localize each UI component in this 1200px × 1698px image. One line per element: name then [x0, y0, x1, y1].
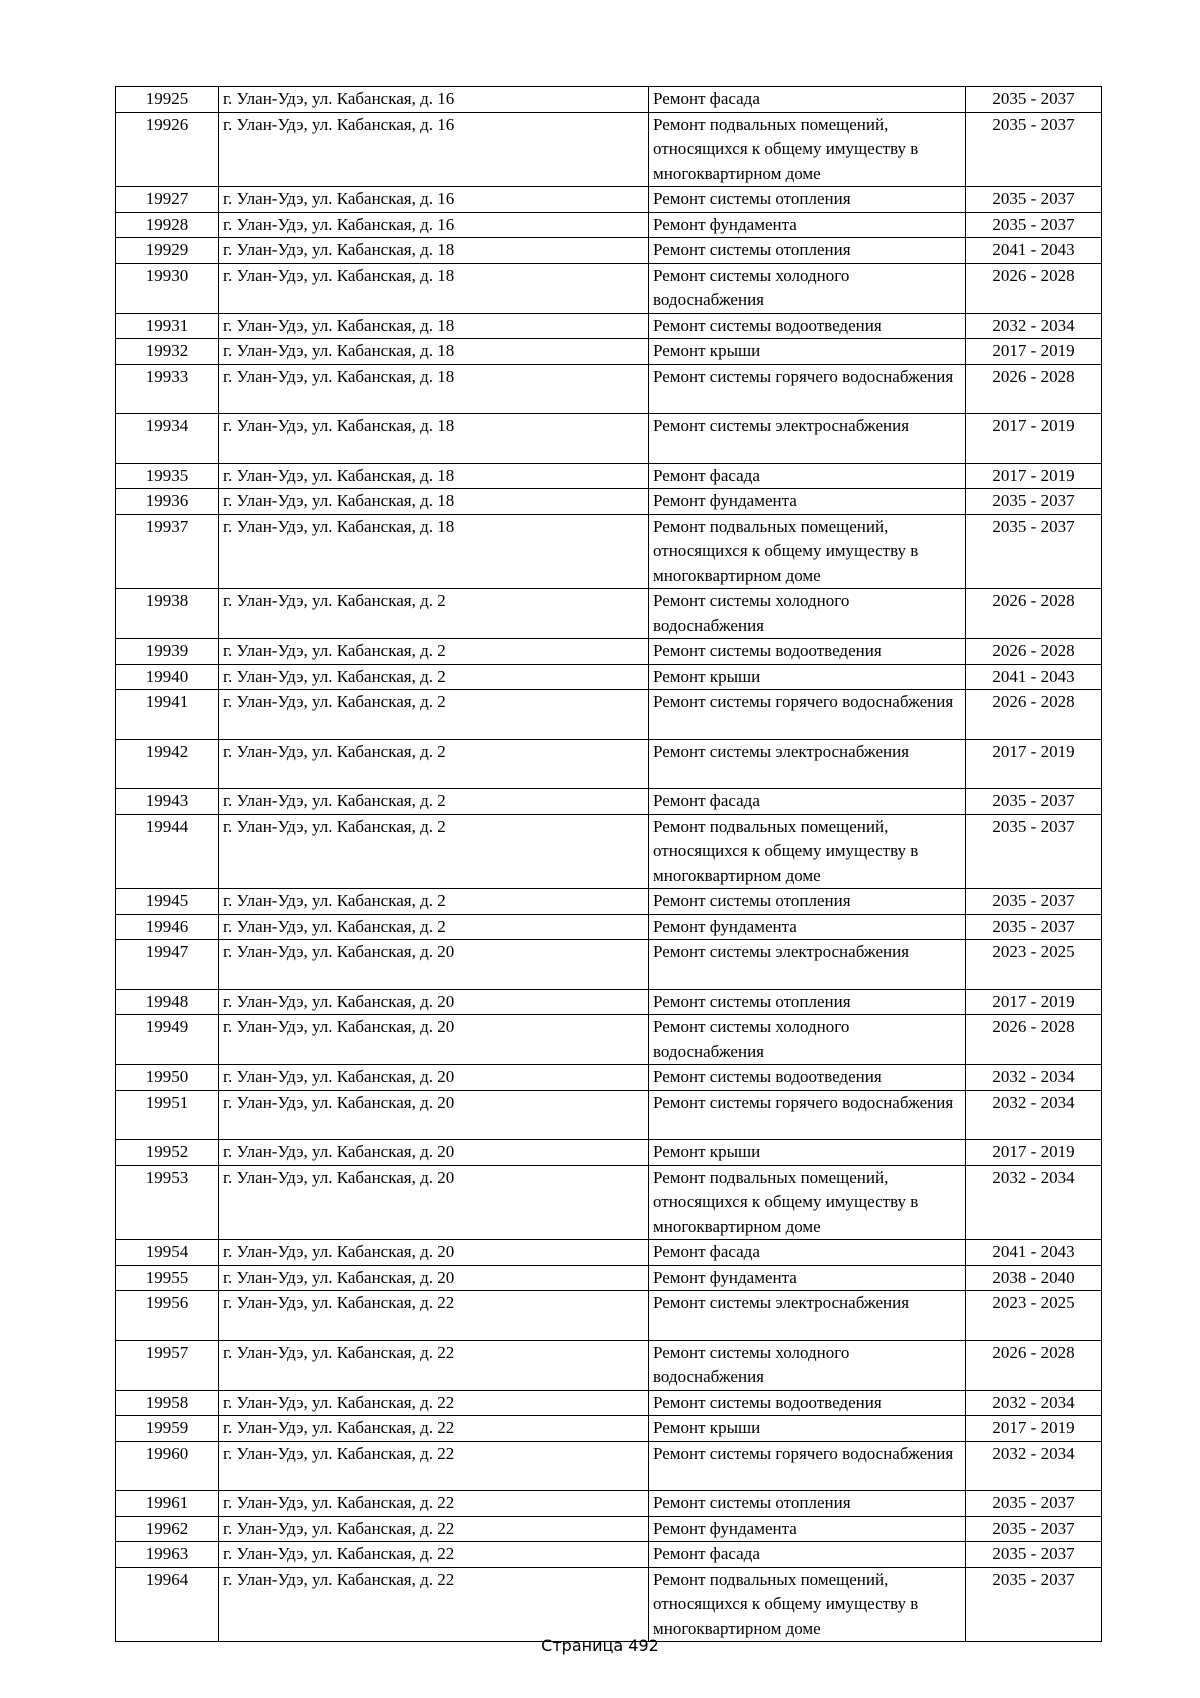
table-body — [116, 87, 1102, 1642]
row-work-type: Ремонт системы горячего водоснабжения — [649, 1441, 966, 1491]
row-work-type: Ремонт крыши — [649, 664, 966, 690]
row-address: г. Улан-Удэ, ул. Кабанская, д. 20 — [219, 989, 649, 1015]
table-row — [116, 690, 1102, 740]
row-work-type: Ремонт фасада — [649, 87, 966, 113]
row-number: 19951 — [116, 1090, 219, 1140]
row-address: г. Улан-Удэ, ул. Кабанская, д. 16 — [219, 187, 649, 213]
row-address: г. Улан-Удэ, ул. Кабанская, д. 2 — [219, 789, 649, 815]
row-period: 2032 - 2034 — [966, 1390, 1102, 1416]
row-period: 2035 - 2037 — [966, 889, 1102, 915]
row-number: 19939 — [116, 639, 219, 665]
row-work-type: Ремонт системы электроснабжения — [649, 940, 966, 990]
row-period: 2035 - 2037 — [966, 1542, 1102, 1568]
row-work-type: Ремонт системы электроснабжения — [649, 1291, 966, 1341]
table-row — [116, 1441, 1102, 1491]
row-number: 19945 — [116, 889, 219, 915]
row-number: 19934 — [116, 414, 219, 464]
table-row — [116, 1065, 1102, 1091]
row-work-type: Ремонт системы отопления — [649, 889, 966, 915]
row-address: г. Улан-Удэ, ул. Кабанская, д. 18 — [219, 263, 649, 313]
row-work-type: Ремонт крыши — [649, 1416, 966, 1442]
table-row — [116, 212, 1102, 238]
row-address: г. Улан-Удэ, ул. Кабанская, д. 20 — [219, 1140, 649, 1166]
row-address: г. Улан-Удэ, ул. Кабанская, д. 18 — [219, 238, 649, 264]
row-work-type: Ремонт фундамента — [649, 489, 966, 515]
row-work-type: Ремонт системы водоотведения — [649, 313, 966, 339]
table-row — [116, 664, 1102, 690]
row-address: г. Улан-Удэ, ул. Кабанская, д. 18 — [219, 489, 649, 515]
row-period: 2026 - 2028 — [966, 263, 1102, 313]
row-number: 19932 — [116, 339, 219, 365]
table-row — [116, 1015, 1102, 1065]
row-address: г. Улан-Удэ, ул. Кабанская, д. 18 — [219, 414, 649, 464]
row-number: 19960 — [116, 1441, 219, 1491]
row-work-type: Ремонт фундамента — [649, 1516, 966, 1542]
row-address: г. Улан-Удэ, ул. Кабанская, д. 20 — [219, 1090, 649, 1140]
row-period: 2035 - 2037 — [966, 212, 1102, 238]
row-work-type: Ремонт подвальных помещений, относящихся к общему имуществу в многоквартирном доме — [649, 112, 966, 187]
row-number: 19959 — [116, 1416, 219, 1442]
row-number: 19927 — [116, 187, 219, 213]
row-work-type: Ремонт подвальных помещений, относящихся к общему имуществу в многоквартирном доме — [649, 514, 966, 589]
row-number: 19953 — [116, 1165, 219, 1240]
row-number: 19944 — [116, 814, 219, 889]
row-period: 2017 - 2019 — [966, 463, 1102, 489]
table-row — [116, 639, 1102, 665]
table-row — [116, 889, 1102, 915]
repair-schedule-table — [115, 86, 1102, 1642]
row-period: 2017 - 2019 — [966, 739, 1102, 789]
table-row — [116, 589, 1102, 639]
row-period: 2035 - 2037 — [966, 489, 1102, 515]
row-work-type: Ремонт системы водоотведения — [649, 1390, 966, 1416]
row-work-type: Ремонт фундамента — [649, 212, 966, 238]
row-number: 19938 — [116, 589, 219, 639]
row-period: 2038 - 2040 — [966, 1265, 1102, 1291]
row-period: 2017 - 2019 — [966, 339, 1102, 365]
row-work-type: Ремонт крыши — [649, 339, 966, 365]
table-row — [116, 1542, 1102, 1568]
row-number: 19946 — [116, 914, 219, 940]
table-row — [116, 364, 1102, 414]
row-address: г. Улан-Удэ, ул. Кабанская, д. 22 — [219, 1441, 649, 1491]
row-number: 19949 — [116, 1015, 219, 1065]
row-work-type: Ремонт фасада — [649, 463, 966, 489]
row-address: г. Улан-Удэ, ул. Кабанская, д. 18 — [219, 463, 649, 489]
row-period: 2017 - 2019 — [966, 989, 1102, 1015]
row-number: 19950 — [116, 1065, 219, 1091]
row-period: 2023 - 2025 — [966, 1291, 1102, 1341]
row-work-type: Ремонт системы электроснабжения — [649, 414, 966, 464]
row-work-type: Ремонт системы водоотведения — [649, 1065, 966, 1091]
row-period: 2035 - 2037 — [966, 187, 1102, 213]
row-period: 2026 - 2028 — [966, 1340, 1102, 1390]
row-address: г. Улан-Удэ, ул. Кабанская, д. 22 — [219, 1390, 649, 1416]
table-row — [116, 313, 1102, 339]
row-period: 2041 - 2043 — [966, 664, 1102, 690]
row-number: 19940 — [116, 664, 219, 690]
row-number: 19952 — [116, 1140, 219, 1166]
row-work-type: Ремонт фасада — [649, 789, 966, 815]
table-row — [116, 1491, 1102, 1517]
row-work-type: Ремонт системы горячего водоснабжения — [649, 364, 966, 414]
row-number: 19956 — [116, 1291, 219, 1341]
row-number: 19936 — [116, 489, 219, 515]
row-address: г. Улан-Удэ, ул. Кабанская, д. 20 — [219, 1265, 649, 1291]
row-work-type: Ремонт системы отопления — [649, 1491, 966, 1517]
row-period: 2017 - 2019 — [966, 414, 1102, 464]
row-address: г. Улан-Удэ, ул. Кабанская, д. 20 — [219, 1240, 649, 1266]
row-period: 2035 - 2037 — [966, 1516, 1102, 1542]
row-period: 2032 - 2034 — [966, 1441, 1102, 1491]
row-number: 19925 — [116, 87, 219, 113]
table-row — [116, 1265, 1102, 1291]
page-number: Страница 492 — [541, 1636, 659, 1655]
row-number: 19947 — [116, 940, 219, 990]
row-number: 19958 — [116, 1390, 219, 1416]
row-address: г. Улан-Удэ, ул. Кабанская, д. 2 — [219, 914, 649, 940]
row-period: 2026 - 2028 — [966, 1015, 1102, 1065]
row-period: 2032 - 2034 — [966, 1065, 1102, 1091]
row-number: 19957 — [116, 1340, 219, 1390]
table-row — [116, 489, 1102, 515]
row-address: г. Улан-Удэ, ул. Кабанская, д. 2 — [219, 814, 649, 889]
row-period: 2035 - 2037 — [966, 914, 1102, 940]
row-number: 19931 — [116, 313, 219, 339]
row-work-type: Ремонт подвальных помещений, относящихся к общему имуществу в многоквартирном доме — [649, 1165, 966, 1240]
row-period: 2026 - 2028 — [966, 690, 1102, 740]
row-period: 2035 - 2037 — [966, 1491, 1102, 1517]
row-period: 2035 - 2037 — [966, 87, 1102, 113]
row-work-type: Ремонт системы отопления — [649, 989, 966, 1015]
row-number: 19943 — [116, 789, 219, 815]
row-period: 2032 - 2034 — [966, 1090, 1102, 1140]
table-row — [116, 1140, 1102, 1166]
row-period: 2035 - 2037 — [966, 789, 1102, 815]
row-period: 2032 - 2034 — [966, 313, 1102, 339]
row-period: 2035 - 2037 — [966, 1567, 1102, 1642]
table-row — [116, 1516, 1102, 1542]
row-number: 19964 — [116, 1567, 219, 1642]
table-row — [116, 414, 1102, 464]
row-address: г. Улан-Удэ, ул. Кабанская, д. 22 — [219, 1542, 649, 1568]
row-period: 2035 - 2037 — [966, 814, 1102, 889]
table-row — [116, 940, 1102, 990]
table-row — [116, 1340, 1102, 1390]
row-number: 19942 — [116, 739, 219, 789]
row-number: 19926 — [116, 112, 219, 187]
row-period: 2032 - 2034 — [966, 1165, 1102, 1240]
table-row — [116, 339, 1102, 365]
row-address: г. Улан-Удэ, ул. Кабанская, д. 20 — [219, 940, 649, 990]
table-row — [116, 1165, 1102, 1240]
row-address: г. Улан-Удэ, ул. Кабанская, д. 2 — [219, 664, 649, 690]
row-work-type: Ремонт системы отопления — [649, 187, 966, 213]
row-address: г. Улан-Удэ, ул. Кабанская, д. 20 — [219, 1165, 649, 1240]
row-number: 19937 — [116, 514, 219, 589]
row-period: 2026 - 2028 — [966, 639, 1102, 665]
table-row — [116, 989, 1102, 1015]
row-work-type: Ремонт подвальных помещений, относящихся к общему имуществу в многоквартирном доме — [649, 1567, 966, 1642]
row-work-type: Ремонт фундамента — [649, 914, 966, 940]
row-address: г. Улан-Удэ, ул. Кабанская, д. 20 — [219, 1065, 649, 1091]
row-work-type: Ремонт системы холодного водоснабжения — [649, 1015, 966, 1065]
row-period: 2026 - 2028 — [966, 589, 1102, 639]
table-row — [116, 1567, 1102, 1642]
row-work-type: Ремонт системы отопления — [649, 238, 966, 264]
row-number: 19930 — [116, 263, 219, 313]
row-work-type: Ремонт крыши — [649, 1140, 966, 1166]
row-address: г. Улан-Удэ, ул. Кабанская, д. 22 — [219, 1567, 649, 1642]
table-row — [116, 238, 1102, 264]
row-address: г. Улан-Удэ, ул. Кабанская, д. 2 — [219, 889, 649, 915]
row-work-type: Ремонт системы холодного водоснабжения — [649, 589, 966, 639]
table-row — [116, 914, 1102, 940]
row-number: 19933 — [116, 364, 219, 414]
table-row — [116, 739, 1102, 789]
row-work-type: Ремонт системы электроснабжения — [649, 739, 966, 789]
row-address: г. Улан-Удэ, ул. Кабанская, д. 2 — [219, 589, 649, 639]
row-address: г. Улан-Удэ, ул. Кабанская, д. 2 — [219, 739, 649, 789]
row-period: 2035 - 2037 — [966, 514, 1102, 589]
row-address: г. Улан-Удэ, ул. Кабанская, д. 18 — [219, 339, 649, 365]
row-work-type: Ремонт системы горячего водоснабжения — [649, 1090, 966, 1140]
row-period: 2035 - 2037 — [966, 112, 1102, 187]
row-number: 19961 — [116, 1491, 219, 1517]
row-work-type: Ремонт системы холодного водоснабжения — [649, 263, 966, 313]
row-period: 2041 - 2043 — [966, 238, 1102, 264]
row-address: г. Улан-Удэ, ул. Кабанская, д. 18 — [219, 364, 649, 414]
row-address: г. Улан-Удэ, ул. Кабанская, д. 2 — [219, 690, 649, 740]
table-row — [116, 1090, 1102, 1140]
row-period: 2026 - 2028 — [966, 364, 1102, 414]
row-number: 19948 — [116, 989, 219, 1015]
row-number: 19955 — [116, 1265, 219, 1291]
table-row — [116, 187, 1102, 213]
table-row — [116, 1240, 1102, 1266]
row-address: г. Улан-Удэ, ул. Кабанская, д. 16 — [219, 212, 649, 238]
table-row — [116, 1390, 1102, 1416]
table-row — [116, 112, 1102, 187]
row-work-type: Ремонт подвальных помещений, относящихся к общему имуществу в многоквартирном доме — [649, 814, 966, 889]
row-work-type: Ремонт фасада — [649, 1240, 966, 1266]
row-address: г. Улан-Удэ, ул. Кабанская, д. 22 — [219, 1491, 649, 1517]
row-address: г. Улан-Удэ, ул. Кабанская, д. 2 — [219, 639, 649, 665]
row-address: г. Улан-Удэ, ул. Кабанская, д. 22 — [219, 1416, 649, 1442]
row-number: 19954 — [116, 1240, 219, 1266]
table-row — [116, 263, 1102, 313]
row-period: 2017 - 2019 — [966, 1416, 1102, 1442]
row-number: 19928 — [116, 212, 219, 238]
row-address: г. Улан-Удэ, ул. Кабанская, д. 20 — [219, 1015, 649, 1065]
row-work-type: Ремонт системы холодного водоснабжения — [649, 1340, 966, 1390]
row-number: 19929 — [116, 238, 219, 264]
row-work-type: Ремонт системы водоотведения — [649, 639, 966, 665]
row-address: г. Улан-Удэ, ул. Кабанская, д. 22 — [219, 1291, 649, 1341]
table-row — [116, 789, 1102, 815]
table-row — [116, 1416, 1102, 1442]
row-address: г. Улан-Удэ, ул. Кабанская, д. 16 — [219, 87, 649, 113]
table-row — [116, 814, 1102, 889]
row-address: г. Улан-Удэ, ул. Кабанская, д. 18 — [219, 514, 649, 589]
row-work-type: Ремонт фасада — [649, 1542, 966, 1568]
row-period: 2023 - 2025 — [966, 940, 1102, 990]
row-number: 19963 — [116, 1542, 219, 1568]
row-number: 19962 — [116, 1516, 219, 1542]
row-period: 2041 - 2043 — [966, 1240, 1102, 1266]
row-address: г. Улан-Удэ, ул. Кабанская, д. 22 — [219, 1340, 649, 1390]
row-address: г. Улан-Удэ, ул. Кабанская, д. 18 — [219, 313, 649, 339]
row-number: 19935 — [116, 463, 219, 489]
row-work-type: Ремонт фундамента — [649, 1265, 966, 1291]
row-work-type: Ремонт системы горячего водоснабжения — [649, 690, 966, 740]
table-row — [116, 514, 1102, 589]
row-address: г. Улан-Удэ, ул. Кабанская, д. 16 — [219, 112, 649, 187]
table-row — [116, 87, 1102, 113]
row-number: 19941 — [116, 690, 219, 740]
row-address: г. Улан-Удэ, ул. Кабанская, д. 22 — [219, 1516, 649, 1542]
row-period: 2017 - 2019 — [966, 1140, 1102, 1166]
table-row — [116, 1291, 1102, 1341]
table-row — [116, 463, 1102, 489]
